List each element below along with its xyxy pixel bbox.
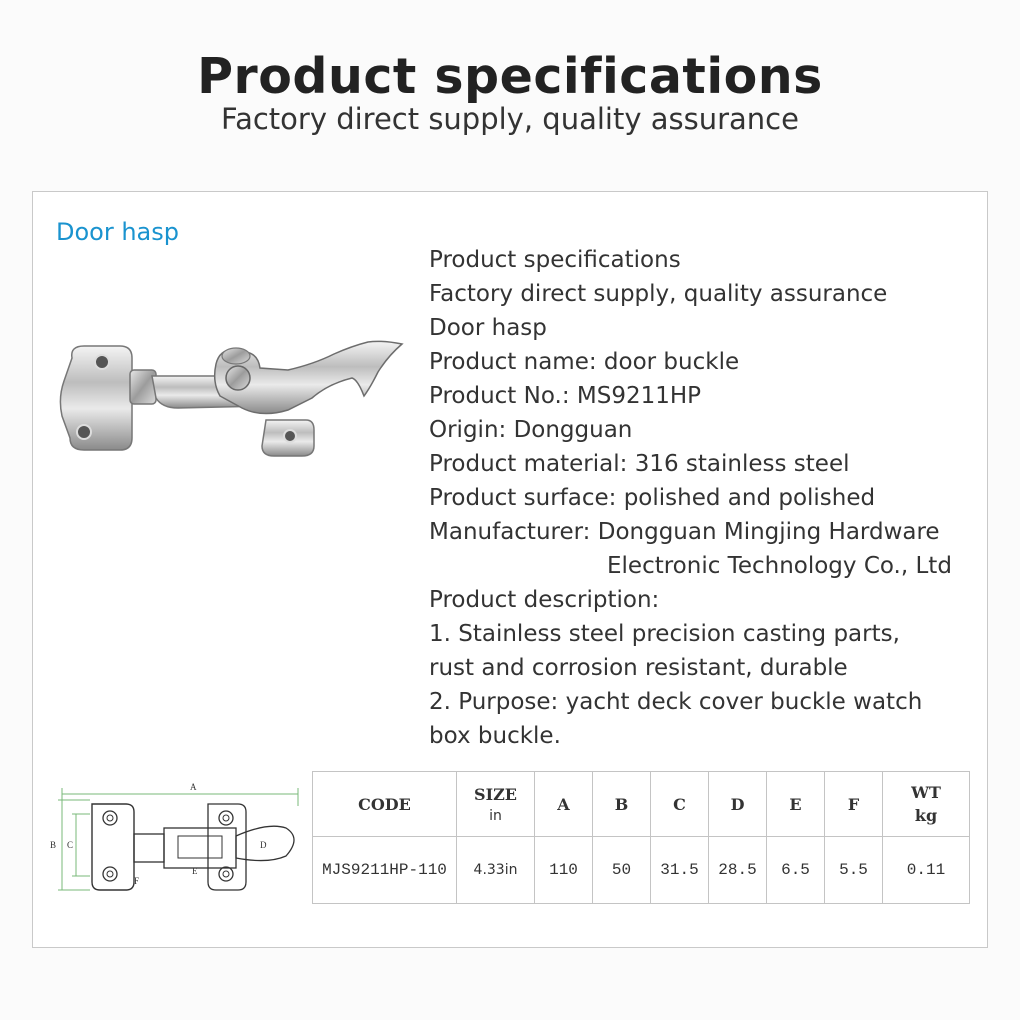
col-header-wt (883, 772, 970, 837)
spec-line: Factory direct supply, quality assurance (429, 281, 888, 307)
dimension-drawing (48, 776, 306, 900)
cell-f: 5.5 (825, 837, 883, 904)
spec-line: Product No.: MS9211HP (429, 383, 702, 409)
cell-a: 110 (535, 837, 593, 904)
spec-line: 1. Stainless steel precision casting parts, (429, 621, 900, 647)
cell-c: 31.5 (651, 837, 709, 904)
page-title: Product specifications (197, 48, 823, 105)
col-header-d: D (709, 772, 767, 837)
spec-line: Manufacturer: Dongguan Mingjing Hardware (429, 519, 940, 545)
spec-line: Door hasp (429, 315, 547, 341)
spec-line: Product name: door buckle (429, 349, 740, 375)
dim-label-e: E (192, 866, 198, 876)
dim-label-f: F (134, 876, 140, 886)
spec-line: Origin: Dongguan (429, 417, 633, 443)
dim-label-c: C (67, 840, 74, 850)
cell-wt: 0.11 (883, 837, 970, 904)
spec-line: 2. Purpose: yacht deck cover buckle watch (429, 689, 923, 715)
panel-label: Door hasp (56, 218, 179, 246)
cell-size: 4.33in (457, 837, 535, 904)
spec-line: Electronic Technology Co., Ltd (607, 553, 952, 579)
dimensions-table (312, 771, 970, 904)
size-label: SIZE (474, 784, 517, 804)
wt-unit: kg (914, 806, 938, 825)
product-photo (52, 336, 412, 466)
dim-label-d: D (260, 840, 267, 850)
spec-line: rust and corrosion resistant, durable (429, 655, 848, 681)
cell-b: 50 (593, 837, 651, 904)
spec-line: Product material: 316 stainless steel (429, 451, 850, 477)
dim-label-b: B (50, 840, 57, 850)
spec-list (429, 243, 952, 753)
col-header-b: B (593, 772, 651, 837)
size-unit: in (489, 807, 502, 824)
table-row (313, 837, 970, 904)
col-header-e: E (767, 772, 825, 837)
col-header-f: F (825, 772, 883, 837)
col-header-size (457, 772, 535, 837)
cell-e: 6.5 (767, 837, 825, 904)
spec-line: box buckle. (429, 723, 561, 749)
col-header-code: CODE (313, 772, 457, 837)
page-subtitle: Factory direct supply, quality assurance (221, 102, 799, 136)
wt-label: WT (911, 783, 941, 802)
spec-line: Product description: (429, 587, 660, 613)
spec-line: Product surface: polished and polished (429, 485, 876, 511)
cell-code: MJS9211HP-110 (313, 837, 457, 904)
spec-line: Product specifications (429, 247, 681, 273)
col-header-a: A (535, 772, 593, 837)
cell-d: 28.5 (709, 837, 767, 904)
col-header-c: C (651, 772, 709, 837)
dim-label-a: A (190, 782, 197, 792)
table-header-row (313, 772, 970, 837)
